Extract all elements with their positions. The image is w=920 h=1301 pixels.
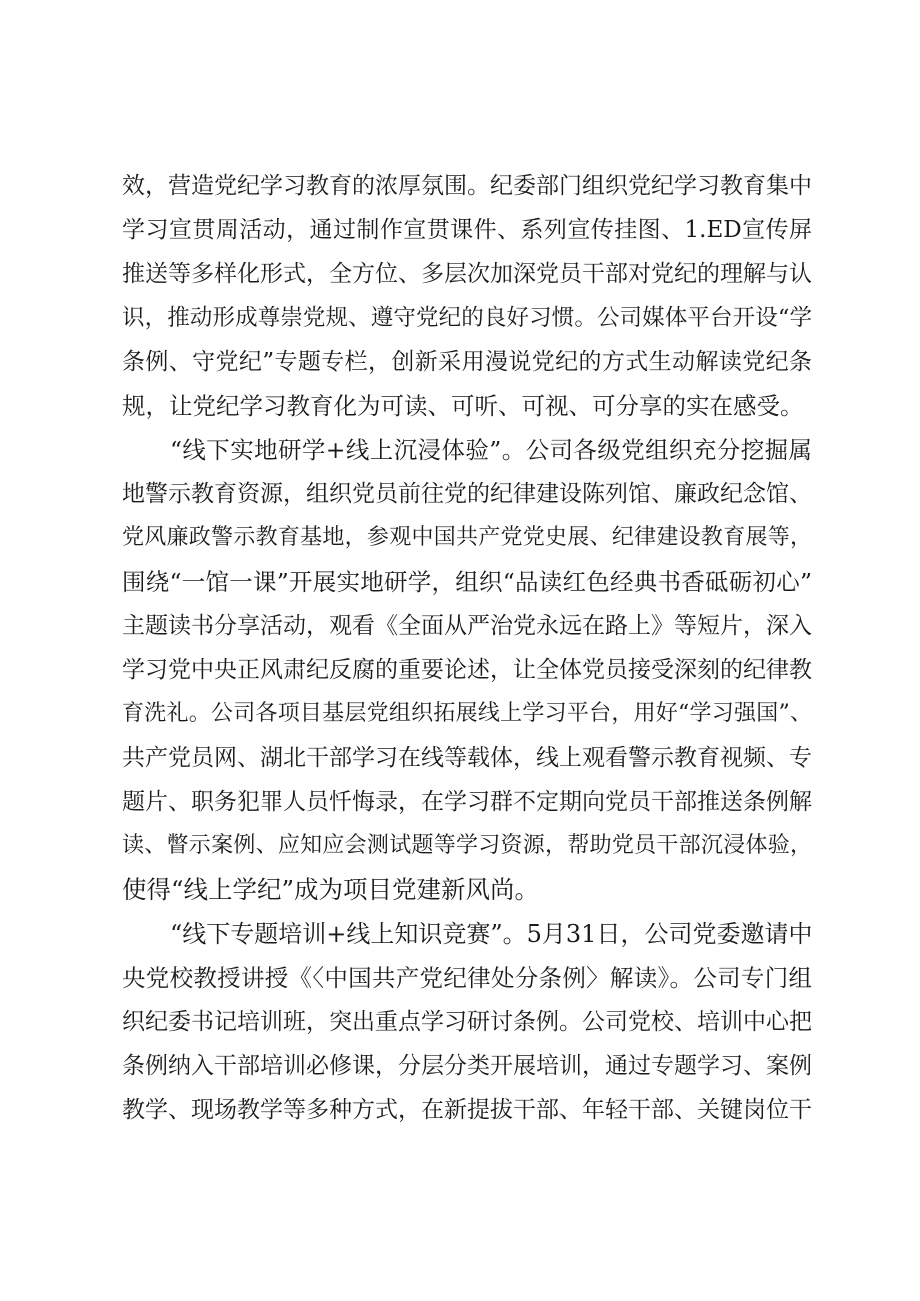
paragraph-heading-line: “线下实地研学+线上沉浸体验”。公司各级党组织充分挖掘属 xyxy=(170,436,812,464)
text-line: 共产党员网、湖北干部学习在线等载体，线上观看警示教育视频、专 xyxy=(122,745,812,771)
text-line: 使得“线上学纪”成为项目党建新风尚。 xyxy=(122,875,540,904)
paragraph-heading-line: “线下专题培训+线上知识竞赛”。5月31日，公司党委邀请中 xyxy=(170,920,813,948)
text-line: 央党校教授讲授《〈中国共产党纪律处分条例〉解读》。公司专门组 xyxy=(122,964,812,992)
text-line: 围绕“一馆一课”开展实地研学，组织“品读红色经典书香砥砺初心” xyxy=(122,568,812,596)
text-line: 读、瞥示案例、应知应会测试题等学习资源，帮助党员干部沉浸体验， xyxy=(122,833,812,858)
text-line: 主题读书分享活动，观看《全面从严治党永远在路上》等短片，深入 xyxy=(122,613,812,639)
text-line: 学习宣贯周活动，通过制作宣贯课件、系列宣传挂图、1.ED宣传屏 xyxy=(122,217,812,243)
text-line: 教学、现场教学等多种方式，在新提拔干部、年轻干部、关键岗位干 xyxy=(122,1097,812,1123)
text-line: 条例、守党纪”专题专栏，创新采用漫说党纪的方式生动解读党纪条 xyxy=(122,349,812,375)
text-line: 地警示教育资源，组织党员前往党的纪律建设陈列馆、廉政纪念馆、 xyxy=(122,481,812,507)
text-line: 织纪委书记培训班，突出重点学习研讨条例。公司党校、培训中心把 xyxy=(122,1009,812,1035)
text-line: 推送等多样化形式，全方位、多层次加深党员干部对党纪的理解与认 xyxy=(122,261,812,287)
text-line: 学习党中央正风肃纪反腐的重要论述，让全体党员接受深刻的纪律教 xyxy=(122,657,812,683)
text-line: 规，让党纪学习教育化为可读、可听、可视、可分享的实在感受。 xyxy=(122,392,804,420)
text-line: 识，推动形成尊崇党规、遵守党纪的良好习惯。公司媒体平台开设“学 xyxy=(122,305,812,331)
text-line: 党风廉政警示教育基地，参观中国共产党党史展、纪律建设教育展等， xyxy=(122,525,812,550)
text-line: 效，营造党纪学习教育的浓厚氛围。纪委部门组织党纪学习教育集中 xyxy=(122,173,812,199)
text-line: 育洗礼。公司各项目基层党组织拓展线上学习平台，用好“学习强国”、 xyxy=(122,701,812,726)
text-line: 题片、职务犯罪人员忏悔录，在学习群不定期向党员干部推送条例解 xyxy=(122,789,812,815)
text-line: 条例纳入干部培训必修课，分层分类开展培训，通过专题学习、案例 xyxy=(122,1053,812,1079)
